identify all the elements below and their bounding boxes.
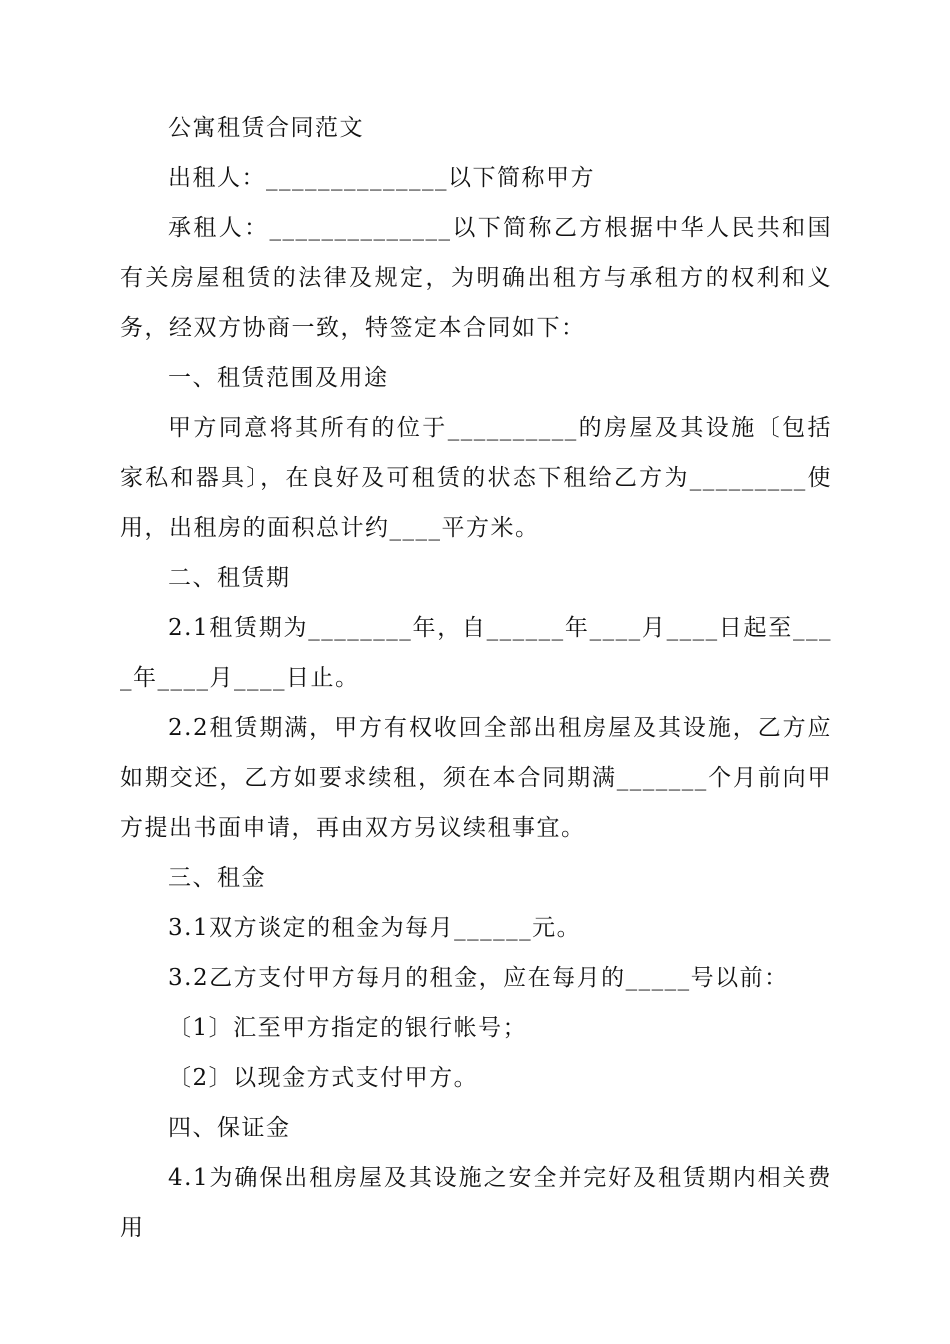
clause-3-1: 3.1双方谈定的租金为每月______元。 bbox=[168, 915, 582, 941]
section-heading-rent: 三、租金 bbox=[168, 865, 266, 891]
clause-2-1: 2.1租赁期为________年，自______年____月____日起至____年____月____日止。 bbox=[120, 615, 832, 691]
payment-option-2: 〔2〕以现金方式支付甲方。 bbox=[168, 1065, 479, 1091]
section-heading-deposit: 四、保证金 bbox=[168, 1115, 291, 1141]
paragraph-scope: 甲方同意将其所有的位于__________的房屋及其设施〔包括家私和器具〕，在良好及可租赁的状态下租给乙方为_________使用，出租房的面积总计约____平方米。 bbox=[120, 415, 832, 541]
paragraph-lessor: 出租人：______________以下简称甲方 bbox=[168, 165, 595, 191]
clause-4-1: 4.1为确保出租房屋及其设施之安全并完好及租赁期内相关费用 bbox=[120, 1165, 832, 1241]
paragraph-lessee: 承租人：______________以下简称乙方根据中华人民共和国有关房屋租赁的法律及规定，为明确出租方与承租方的权利和义务，经双方协商一致，特签定本合同如下： bbox=[120, 215, 832, 341]
clause-2-2: 2.2租赁期满，甲方有权收回全部出租房屋及其设施，乙方应如期交还，乙方如要求续租，须在本合同期满_______个月前向甲方提出书面申请，再由双方另议续租事宜。 bbox=[120, 715, 832, 841]
payment-option-1: 〔1〕汇至甲方指定的银行帐号； bbox=[168, 1015, 528, 1041]
section-heading-scope: 一、租赁范围及用途 bbox=[168, 365, 389, 391]
contract-body bbox=[120, 103, 832, 1253]
clause-3-2: 3.2乙方支付甲方每月的租金，应在每月的_____号以前： bbox=[168, 965, 789, 991]
section-heading-term: 二、租赁期 bbox=[168, 565, 291, 591]
document-title: 公寓租赁合同范文 bbox=[168, 115, 364, 141]
